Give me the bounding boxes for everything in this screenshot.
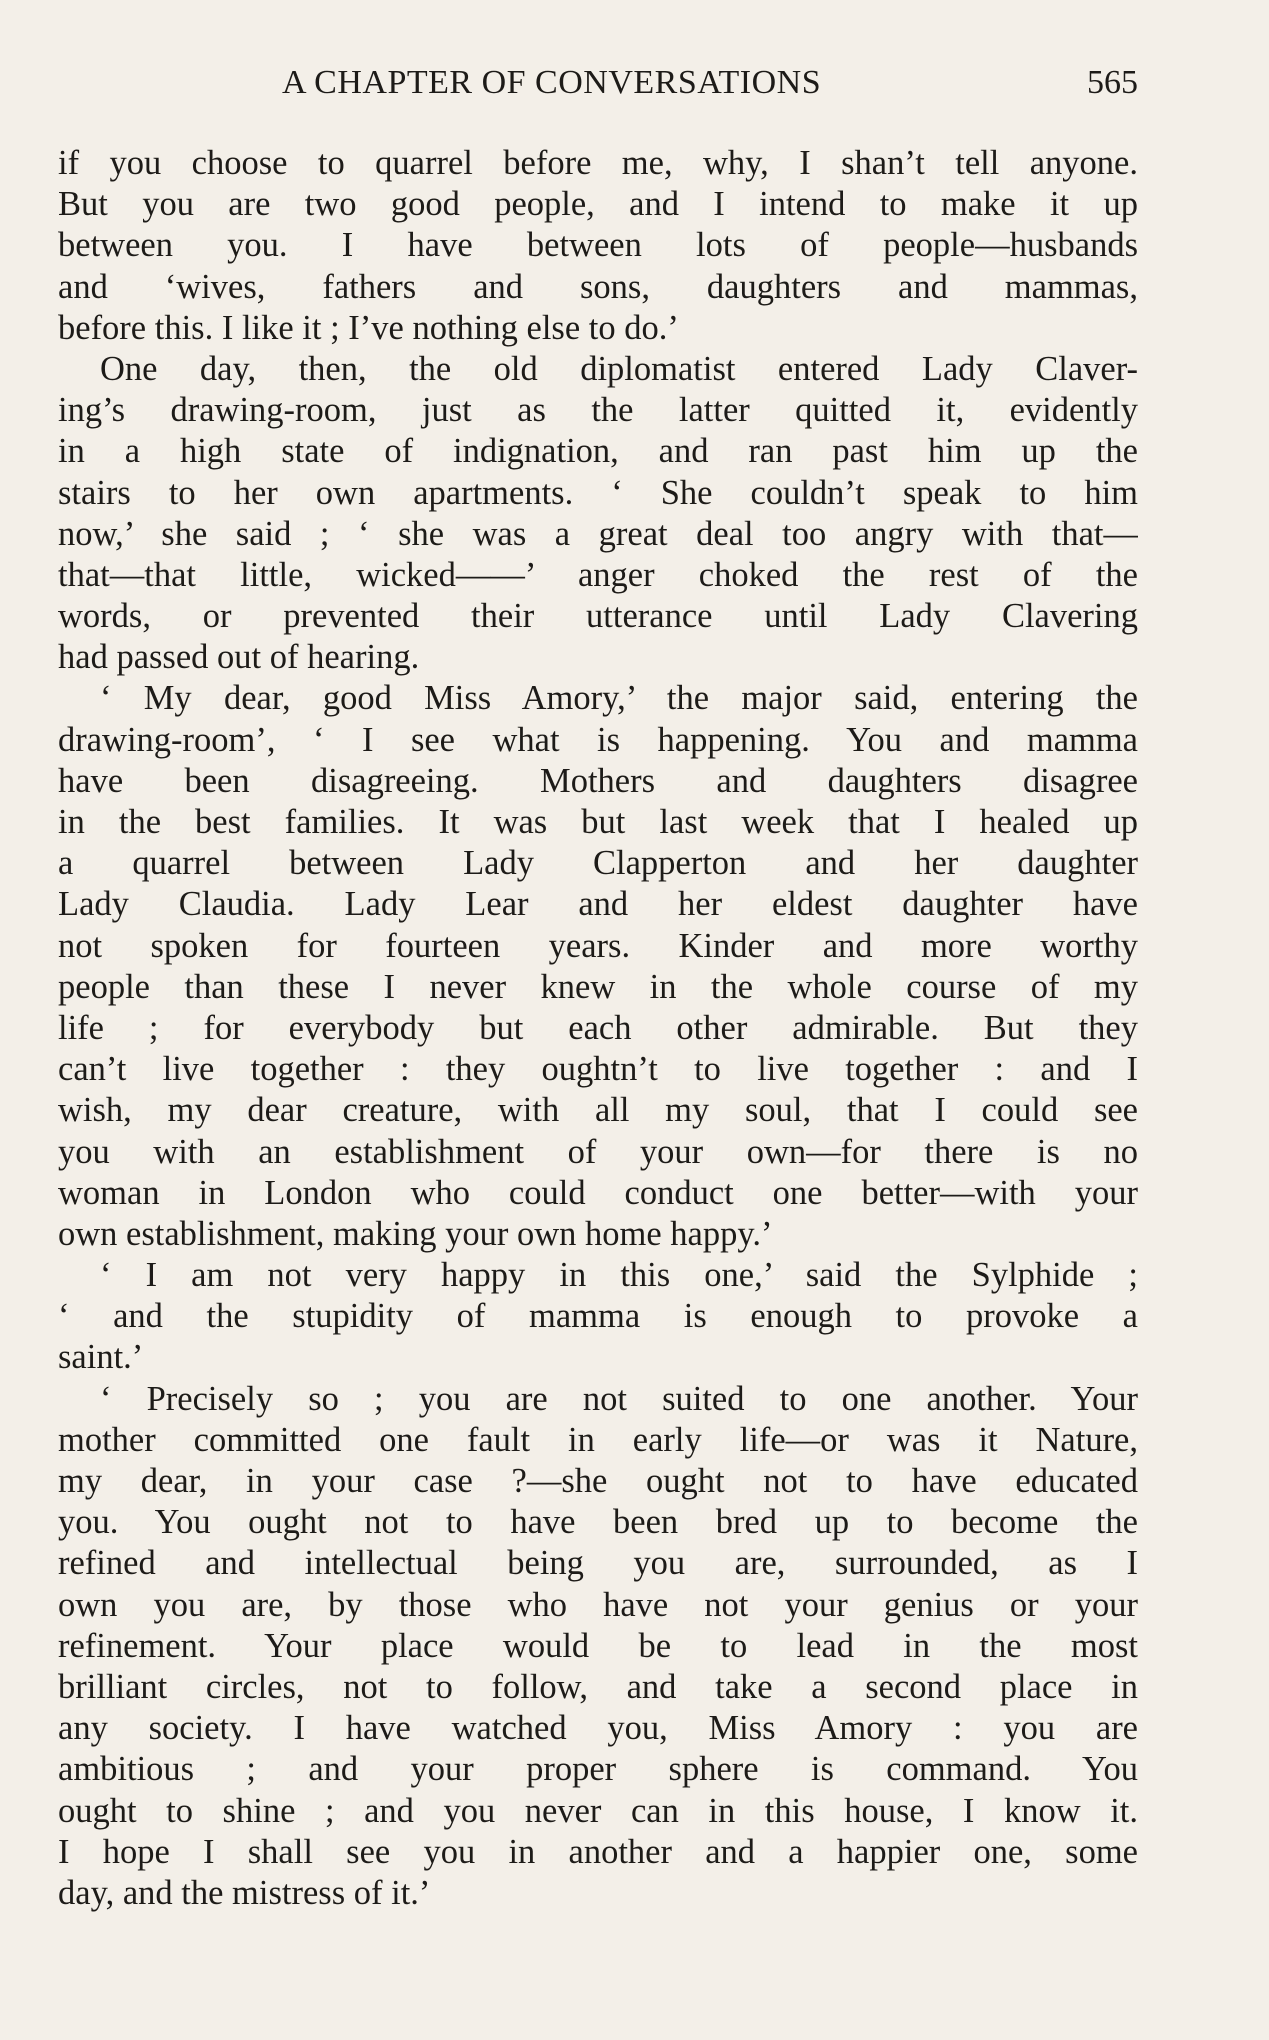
text-line: now,’ she said ; ‘ she was a great deal too angry with that— — [58, 514, 1138, 553]
text-line: But you are two good people, and I intend to make it up — [58, 185, 1138, 224]
text-line: not spoken for fourteen years. Kinder and more worthy — [58, 926, 1138, 965]
text-line: that—that little, wicked——’ anger choked the rest of the — [58, 555, 1138, 594]
text-line: ‘ I am not very happy in this one,’ said the Sylphide ; — [100, 1256, 1138, 1295]
text-line: people than these I never knew in the whole course of my — [58, 967, 1138, 1006]
text-line: can’t live together : they oughtn’t to live together : and I — [58, 1050, 1138, 1089]
text-line: had passed out of hearing. — [58, 638, 420, 677]
text-line: wish, my dear creature, with all my soul, that I could see — [58, 1091, 1138, 1130]
text-line: One day, then, the old diplomatist entered Lady Claver- — [100, 349, 1138, 388]
text-line: refinement. Your place would be to lead in the most — [58, 1626, 1138, 1665]
text-line: and ‘wives, fathers and sons, daughters and mammas, — [58, 267, 1138, 306]
text-line: life ; for everybody but each other admirable. But they — [58, 1008, 1138, 1047]
text-line: ambitious ; and your proper sphere is command. You — [58, 1750, 1138, 1789]
text-line: ought to shine ; and you never can in this house, I know it. — [58, 1791, 1138, 1830]
running-title: A CHAPTER OF CONVERSATIONS — [282, 64, 822, 101]
text-line: between you. I have between lots of people—husbands — [58, 226, 1138, 265]
text-line: any society. I have watched you, Miss Amory : you are — [58, 1709, 1138, 1748]
text-line: I hope I shall see you in another and a happier one, some — [58, 1832, 1138, 1871]
text-line: in a high state of indignation, and ran past him up the — [58, 432, 1138, 471]
text-line: own you are, by those who have not your genius or your — [58, 1585, 1138, 1624]
text-line: mother committed one fault in early life—or was it Nature, — [58, 1420, 1138, 1459]
text-line: woman in London who could conduct one better—with your — [58, 1173, 1138, 1212]
text-line: day, and the mistress of it.’ — [58, 1873, 431, 1912]
text-line: ‘ and the stupidity of mamma is enough to provoke a — [58, 1297, 1138, 1336]
body-text — [58, 143, 1138, 1914]
text-line: ‘ My dear, good Miss Amory,’ the major said, entering the — [100, 679, 1138, 718]
text-line: ing’s drawing-room, just as the latter quitted it, evidently — [58, 391, 1138, 430]
page-header — [58, 58, 1138, 108]
text-line: brilliant circles, not to follow, and take a second place in — [58, 1667, 1138, 1706]
text-line: you. You ought not to have been bred up to become the — [58, 1503, 1138, 1542]
text-line: ‘ Precisely so ; you are not suited to one another. Your — [100, 1379, 1138, 1418]
text-line: you with an establishment of your own—for there is no — [58, 1132, 1138, 1171]
text-line: Lady Claudia. Lady Lear and her eldest daughter have — [58, 885, 1138, 924]
text-line: my dear, in your case ?—she ought not to have educated — [58, 1462, 1138, 1500]
text-line: own establishment, making your own home happy.’ — [58, 1214, 773, 1253]
text-line: if you choose to quarrel before me, why, I shan’t tell anyone. — [58, 144, 1138, 182]
text-line: stairs to her own apartments. ‘ She couldn’t speak to him — [58, 473, 1138, 512]
text-line: in the best families. It was but last week that I healed up — [58, 803, 1138, 841]
text-line: saint.’ — [58, 1338, 144, 1377]
text-line: before this. I like it ; I’ve nothing else to do.’ — [58, 308, 679, 347]
text-line: have been disagreeing. Mothers and daughters disagree — [58, 761, 1138, 800]
text-line: words, or prevented their utterance until Lady Clavering — [58, 597, 1138, 636]
page-number: 565 — [1087, 64, 1138, 101]
text-line: drawing-room’, ‘ I see what is happening. You and mamma — [58, 720, 1138, 759]
text-line: refined and intellectual being you are, surrounded, as I — [58, 1544, 1138, 1583]
text-line: a quarrel between Lady Clapperton and her daughter — [58, 844, 1138, 883]
